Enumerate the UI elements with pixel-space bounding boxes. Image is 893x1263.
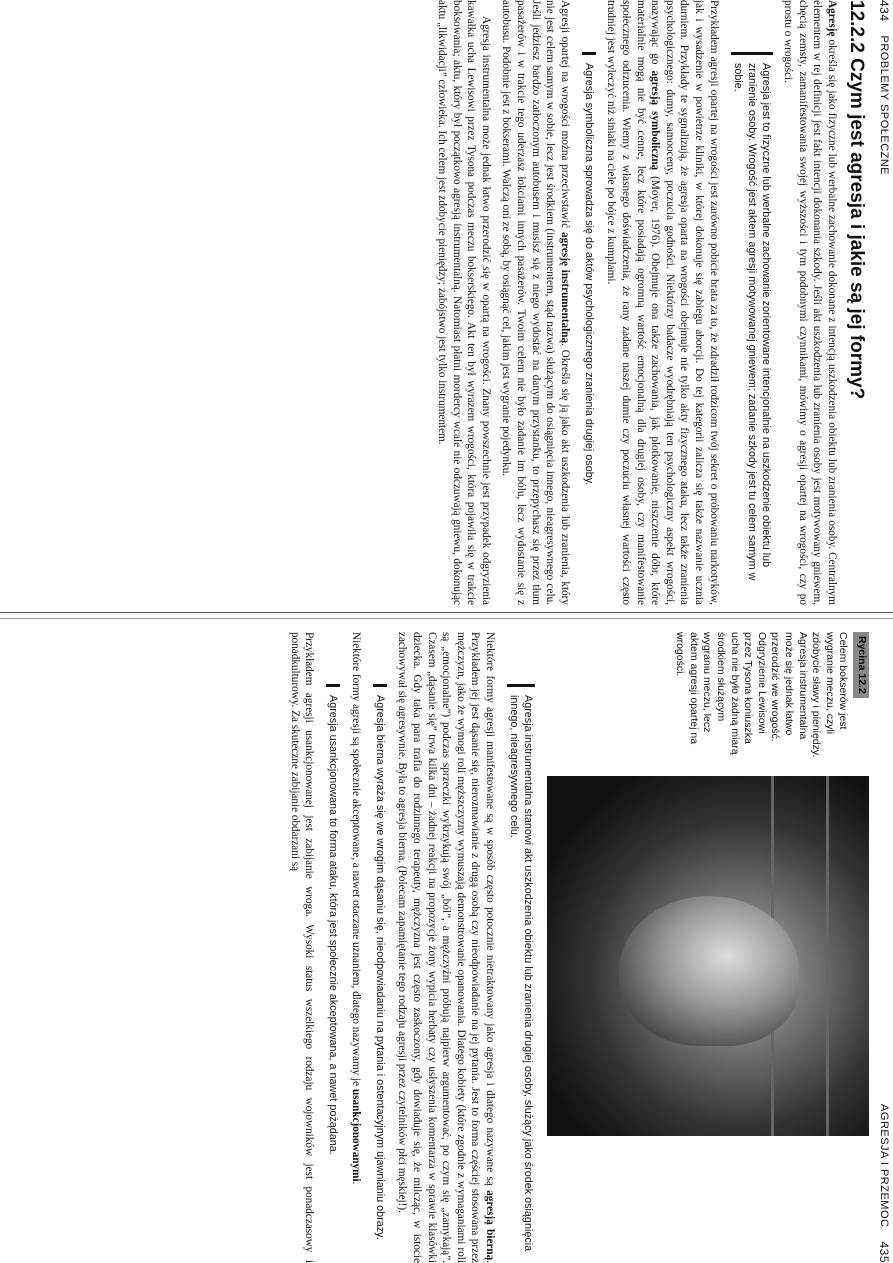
page-divider [0,612,893,613]
paragraph-instrumentalna: Agresji opartej na wrogości można przeciwstawić agresję instrumentalną. Określa się ją jako akt uszkodzenia lub zranienia, który nie jest celem samym w sobie, lecz jest środkiem (instrumentem, stąd nazwa) służącym do osiągnięcia innego, nieagresywnego celu. Jeśli jedziesz bardzo zatłoczonym autobusem i musisz się z niego wydostać na danym przystanku, to przepychasz się przez tłum pasażerów i w trakcie tego uderzasz łokciami innych pasażerów. Twoim celem nie było zadanie im bólu, lecz wydostanie się z autobusu. Podobnie jest z bokserami. Walczą oni ze sobą, by osiągnąć cel, jakim jest wygranie pojedynku. [500,0,571,605]
running-head-title: AGRESJA I PRZEMOC [878,1104,890,1228]
paragraph-tyson: Agresja instrumentalna może jednak łatwo przerodzić się w opartą na wrogości. Znany powszechnie jest przypadek odgryzienia kawałka ucha Lewisowi przez Tysona podczas meczu bokserskiego. Akt ten był wyrazem wrogości, która pojawiła się w trakcie boksowania; aktu, który był początkowo agresją instrumentalną. Natomiast płatni mordercy wcale nie odczuwają gniewu, dokonując aktu „likwidacji” człowieka. Ich celem jest zdobycie pieniędzy; zabójstwo jest tylko instrumentem. [436,0,492,605]
page-number: 435 [877,1241,891,1263]
page-435 [3,632,893,1263]
figure-caption [547,632,869,762]
term-agresja-symboliczna: agresją symboliczną [649,70,662,171]
running-head-title: PROBLEMY SPOŁECZNE [878,35,890,176]
figure-label: Rycina 12.2 [853,632,869,698]
term-agresja: Agresję [826,0,838,37]
definition-agresja-symboliczna: Agresja symboliczna sprowadza się do aktów psychologicznego zranienia drugiej osoby. [582,52,596,605]
section-heading: 12.2.2 Czym jest agresja i jakie są jej formy? [846,0,867,400]
paragraph-usankcjonowana: Niektóre formy agresji są społecznie akceptowane, a nawet otaczane uznaniem, dlatego nazywamy je usankcjonowanymi. [349,632,362,1185]
page-divider-shadow [0,618,893,619]
page-number: 434 [877,0,891,22]
paragraph-wojownicy: Przykładem agresji usankcjonowanej jest zabijanie wroga. Wysoki status wszelkiego rodzaju wojowników jest ponadczasowy i ponadkulturowy. Za skuteczne zabijanie obdarzani są [288,632,316,1263]
ring-rope [826,776,829,1136]
term-agresja-instrumentalna: agresję instrumentalną [558,231,571,344]
definition-agresja-instrumentalna: Agresja instrumentalna stanowi akt uszkodzenia obiektu lub zranienia drugiej osoby, służący jako środek osiągnięcia innego, nieagresywnego celu. [507,684,535,1263]
term-usankcjonowana: usankcjonowanymi [349,1088,362,1182]
paragraph-bierna: Niektóre formy agresji manifestowane są w sposób często potocznie nietraktowany jako agresja i dlatego nazywane są agresją bierną. Przykładem jej jest dąsanie się, nierozmawianie z drugą osobą czy nieodpowiadanie na jej pytania. Jest to forma częściej stosowana przez mężczyzn, jako że wymogi roli męższczyzny wymuszają demonstrowanie opanowania. Dlatego kobiety (które zgodnie z wymaganiami roli są „emocjonalne”) podczas sprzeczki wykrzykują swój „ból”, a mężczyźni próbują najpierw argumentować, po czym się „zamykają”. Czasem „dąsanie się” trwa kilka dni – żadnej reakcji na propozycje żony wypicia herbaty czy usłyszenia komentarza w sprawie klasówki dziecka. Gdy taka para trafia do rodzinnego terapeuty, mężczyzna jest często zaskoczony, gdy dowiaduje się, że milcząc, w istocie zachowywał się agresywnie. Była to agresja bierna. (Polecam zapamiętanie tego rodzaju agresji przez czytelników płci męskiej!). [396,632,496,1263]
paragraph-wrogosc: Przykładem agresji opartej na wrogości jest zarówno pobicie brata za to, że zdradził rodzicom twój sekret o próbowaniu narkotyków, jak i wysadzenie w powietrze kliniki, w której dokonuje się zabiegu aborcji. Do tej kategorii zalicza się także nazwanie ucznia durniem. Przykłady te sygnalizują, że agresja oparta na wrogości obejmuje nie tylko akty fizycznego ataku, lecz także zranienia psychologicznego: dumy, samooceny, poczucia godności. Niektórzy badacze wyodrębniają ten psychologiczny aspekt wrogości, nazywając go agresją symboliczną (Moyer, 1976). Obejmuje ona także zachowania, jak plotkowanie, niszczenie dóbr, które materialnie mogą nie być cenne, lecz które posiadają ogromną wartość emocjonalną dla drugiej osoby, czy manifestowanie społecznego odrzucenia. Wiemy z własnego doświadczenia, że rany zadane naszej dumie czy poczuciu własnej wartości często trudniej jest wyleczyć niż siniaki na ciele po bójce z kumplami. [605,0,720,605]
page-434 [3,0,893,605]
figure-row [547,632,869,1263]
boxing-photo [547,776,869,1136]
definition-agresja: Agresja jest to fizyczne lub werbalne zachowanie zorientowane intencjonalnie na uszkodzenie obiektu lub zranienie osoby. Wrogość jest aktem agresji motywowanej gniewem; zadanie szkody jest tu celem samym w sobie. [731,52,773,605]
definition-agresja-usankcjonowana: Agresja usankcjonowana to forma ataku, która jest społecznie akceptowana, a nawet pożądana. [326,684,340,1263]
running-head-435 [875,632,893,1263]
running-head-434 [875,0,893,605]
figure-caption-text: Celem bokserów jest wygranie meczu, czyli zdobycie sławy i pieniędzy. Agresja instrumentalna może się jednak łatwo przerodzić we wrogość. Odgryzienie Lewisowi przez Tysona koniuszka ucha nie było żadną miarą środkiem służącym wygraniu meczu, lecz aktem agresji opartej na wrogości. [674,632,850,758]
definition-agresja-bierna: Agresja bierna wyraża się we wrogim dąsaniu się, nieodpowiadaniu na pytania i ostentacyjnym ujawnianiu obrazy. [373,684,387,1263]
term-agresja-bierna: agresją bierną [484,1190,496,1261]
intro-paragraph: Agresję określa się jako fizyczne lub werbalne zachowanie dokonane z intencją uszkodzenia obiektu lub zranienia osoby. Centralnym elementem w tej definicji jest fakt intencji dokonania szkody. Jeśli akt uszkodzenia lub zranienia osoby jest motywowany gniewem, chęcią zemsty, zamanifestowania swojej wyższości i tym podobnymi czynnikami, mówimy o agresji opartej na wrogości, czy po prostu o wrogości. [782,0,838,605]
boxer-figure [619,896,799,1046]
